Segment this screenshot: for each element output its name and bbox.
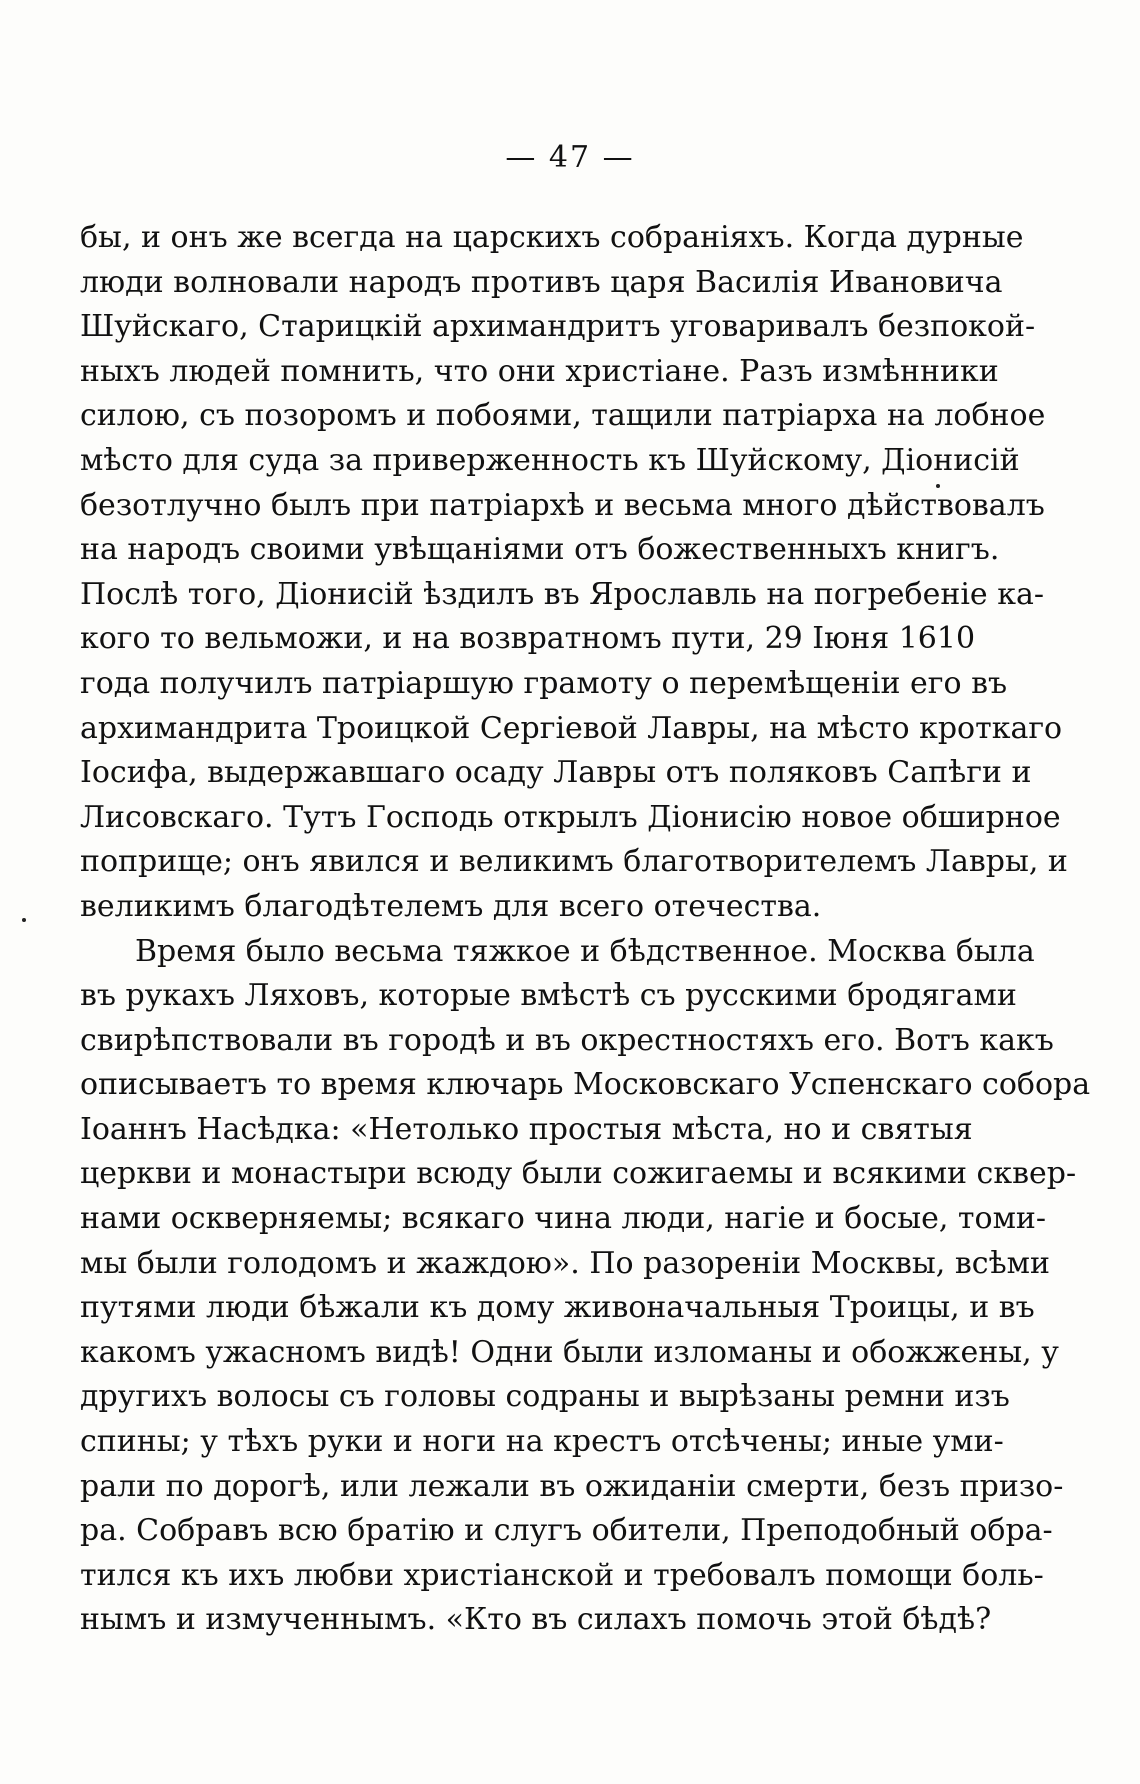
text-line: свирѣпствовали въ городѣ и въ окрестностяхъ его. Вотъ какъ	[80, 1022, 1054, 1058]
text-line: великимъ благодѣтелемъ для всего отечества.	[80, 888, 822, 924]
text-line: Іосифа, выдержавшаго осаду Лавры отъ поляковъ Сапѣги и	[80, 755, 1032, 791]
text-line: люди волновали народъ противъ царя Василія Ивановича	[80, 264, 1003, 300]
print-speck	[936, 484, 940, 488]
text-line: спины; у тѣхъ руки и ноги на крестъ отсѣчены; иные уми-	[80, 1424, 1004, 1460]
text-line: Послѣ того, Діонисій ѣздилъ въ Ярославль на погребеніе ка-	[80, 576, 1044, 612]
text-line: бы, и онъ же всегда на царскихъ собраніяхъ. Когда дурные	[80, 220, 1024, 255]
text-line: поприще; онъ явился и великимъ благотворителемъ Лавры, и	[80, 844, 1068, 880]
text-line: какомъ ужасномъ видѣ! Одни были изломаны и обожжены, у	[80, 1334, 1059, 1370]
text-line: тился къ ихъ любви христіанской и требовалъ помощи боль-	[80, 1557, 1044, 1593]
text-line: другихъ волосы съ головы содраны и вырѣзаны ремни изъ	[80, 1379, 1010, 1415]
text-line: силою, съ позоромъ и побоями, тащили патріарха на лобное	[80, 398, 1046, 434]
text-line: мѣсто для суда за приверженность къ Шуйскому, Діонисій	[80, 442, 1020, 478]
text-line: кого то вельможи, и на возвратномъ пути, 29 Іюня 1610	[80, 621, 976, 657]
text-line: на народъ своими увѣщаніями отъ божественныхъ книгъ.	[80, 532, 1000, 568]
text-line: Іоаннъ Насѣдка: «Нетолько простыя мѣста, но и святыя	[80, 1111, 973, 1147]
text-line: Время было весьма тяжкое и бѣдственное. Москва была	[135, 933, 1035, 969]
text-line: нымъ и измученнымъ. «Кто въ силахъ помочь этой бѣдѣ?	[80, 1602, 992, 1638]
text-line: архимандрита Троицкой Сергіевой Лавры, на мѣсто кроткаго	[80, 710, 1063, 746]
text-line: года получилъ патріаршую грамоту о перемѣщеніи его въ	[80, 665, 1008, 701]
text-line: въ рукахъ Ляховъ, которые вмѣстѣ съ русскими бродягами	[80, 978, 1017, 1014]
text-line: путями люди бѣжали къ дому живоначальныя Троицы, и въ	[80, 1290, 1035, 1326]
body-text	[80, 216, 1091, 1643]
page-number: — 47 —	[505, 140, 635, 175]
text-line: церкви и монастыри всюду были сожигаемы и всякими сквер-	[80, 1156, 1077, 1192]
text-line: Шуйскаго, Старицкій архимандритъ уговаривалъ безпокой-	[80, 309, 1036, 345]
text-line: ра. Собравъ всю братію и слугъ обители, Преподобный обра-	[80, 1513, 1053, 1549]
text-line: мы были голодомъ и жаждою». По разореніи Москвы, всѣми	[80, 1245, 1050, 1281]
text-line: нами оскверняемы; всякаго чина люди, нагіе и босые, томи-	[80, 1201, 1047, 1237]
text-line: рали по дорогѣ, или лежали въ ожиданіи смерти, безъ призо-	[80, 1468, 1064, 1504]
text-line: Лисовскаго. Тутъ Господь открылъ Діонисію новое обширное	[80, 799, 1061, 835]
print-speck	[22, 918, 26, 922]
text-line: ныхъ людей помнить, что они христіане. Разъ измѣнники	[80, 353, 999, 389]
text-line: описываетъ то время ключарь Московскаго Успенскаго собора	[80, 1067, 1091, 1103]
text-line: безотлучно былъ при патріархѣ и весьма много дѣйствовалъ	[80, 487, 1045, 523]
